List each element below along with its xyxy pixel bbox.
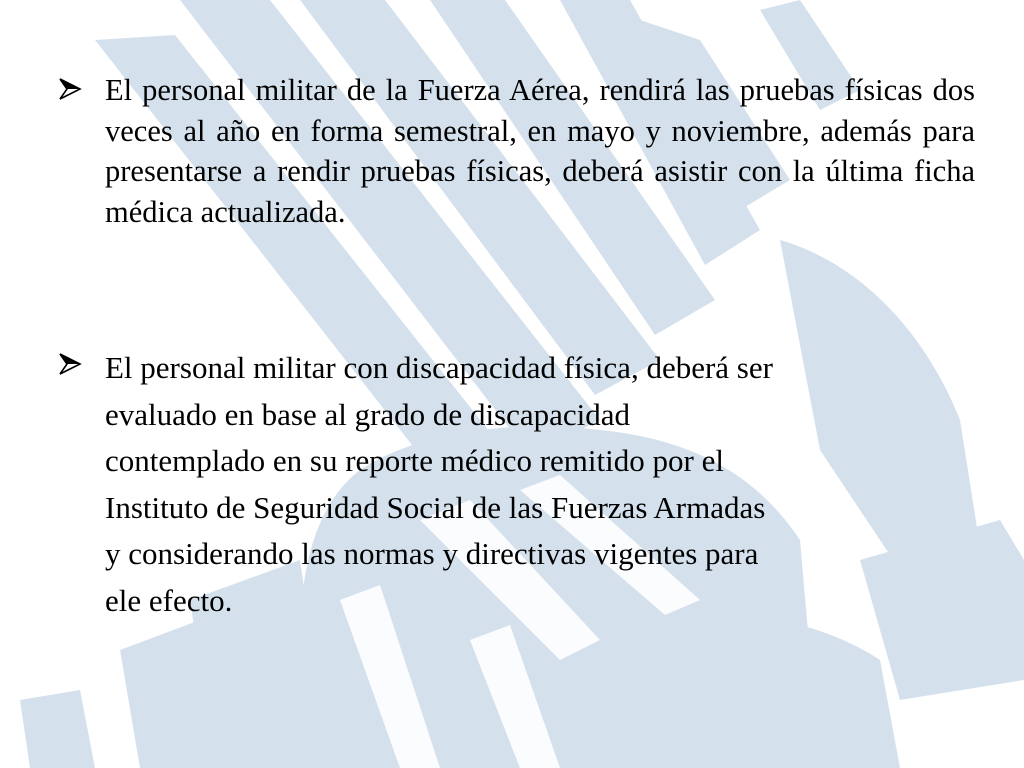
- bullet-text-2-line: evaluado en base al grado de discapacidad: [105, 396, 631, 432]
- bullet-text-2-line: Instituto de Seguridad Social de las Fuerzas Armadas: [105, 489, 766, 525]
- arrowhead-bullet-icon: [58, 76, 84, 102]
- arrowhead-bullet-icon: [58, 351, 84, 377]
- bullet-text-2-line: y considerando las normas y directivas vigentes para: [105, 536, 759, 571]
- bullet-text-2: [105, 345, 965, 624]
- bullet-text-2-line: contemplado en su reporte médico remitido por el: [105, 443, 724, 478]
- bullet-text-1: El personal militar de la Fuerza Aérea, rendirá las pruebas físicas dos veces al año en forma semestral, en mayo y noviembre, además para presentarse a rendir pruebas físicas, deberá asistir con la última ficha médica actualizada.: [105, 73, 975, 229]
- bullet-text-2-line: El personal militar con discapacidad física, deberá ser: [105, 350, 773, 385]
- bullet-text-2-line: ele efecto.: [105, 582, 233, 618]
